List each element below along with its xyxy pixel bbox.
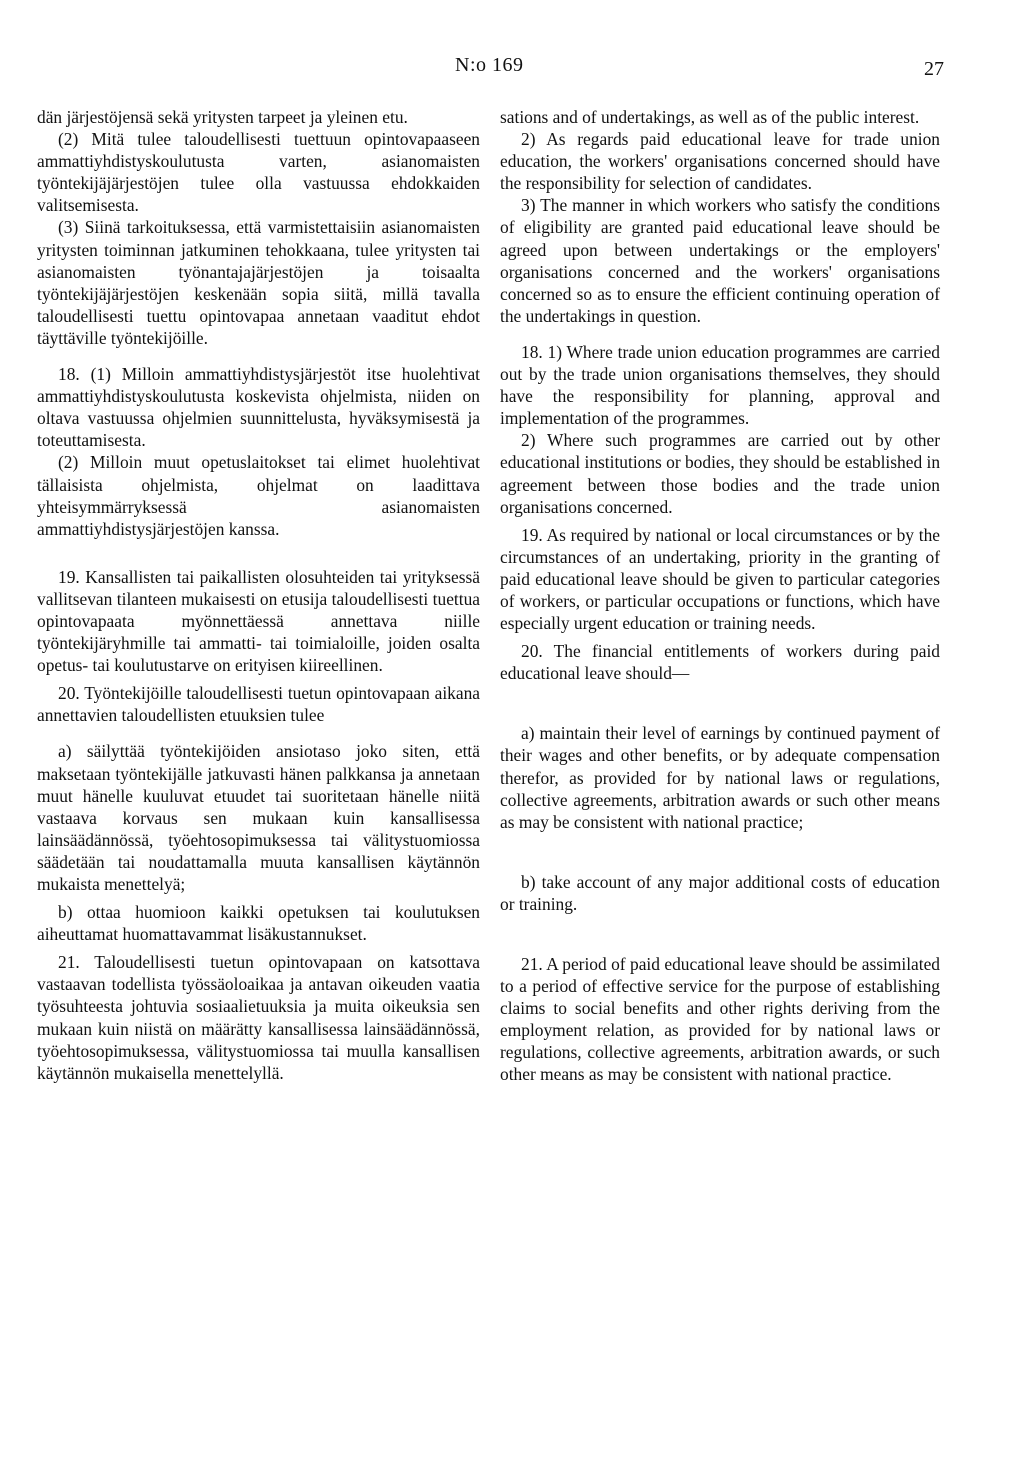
page-number: 27: [924, 58, 944, 80]
fi-paragraph-continuation: dän järjestöjensä sekä yritysten tarpeet ja yleinen etu.: [37, 107, 408, 127]
en-paragraph-17-2: 2) As regards paid educational leave for trade union education, the workers' organisations concerned should have the responsibility for selection of candidates.: [500, 129, 940, 194]
en-paragraph-17-3: 3) The manner in which workers who satisfy the conditions of eligibility are granted paid educational leave should be agreed upon between undertakings or the employers' organisations concerned and the workers' organisations concerned so as to ensure the efficient continuing operation of the undertakings in question.: [500, 195, 940, 326]
fi-paragraph-17-3: (3) Siinä tarkoituksessa, että varmistettaisiin asianomaisten yritysten toiminnan jatkuminen tehokkaana, tulee yritysten tai asianomaisten työnantajajärjestöjen ja toisaalta työntekijäjärjestöjen keskenään sopia siitä, millä tavalla taloudellisesti tuettu opintovapaa annetaan vaaditut ehdot täyttäville työntekijöille.: [37, 217, 480, 348]
en-paragraph-20: 20. The financial entitlements of workers during paid educational leave should—: [500, 641, 940, 684]
en-paragraph-21: 21. A period of paid educational leave should be assimilated to a period of effective service for the purpose of establishing claims to social benefits and other rights deriving from the employment relation, as provided for by national laws or regulations, collective agreements, arbitration awards, or such other means as may be consistent with national practice.: [500, 954, 940, 1085]
finnish-column: [37, 106, 480, 1084]
en-paragraph-18-2: 2) Where such programmes are carried out by other educational institutions or bodies, they should be established in agreement between those bodies and the trade union organisations concerned.: [500, 430, 941, 517]
document-number: N:o 169: [455, 54, 524, 76]
fi-paragraph-17-2: (2) Mitä tulee taloudellisesti tuettuun opintovapaaseen ammattiyhdistyskoulutusta varten, asianomaisten työntekijäjärjestöjen tulee olla vastuussa ehdokkaiden valitsemisesta.: [37, 129, 480, 216]
fi-paragraph-18-1: 18. (1) Milloin ammattiyhdistysjärjestöt itse huolehtivat ammattiyhdistyskoulutusta koskevista ohjelmista, niiden on oltava vastuussa ohjelmien suunnittelusta, hyväksymisestä ja toteuttamisesta.: [37, 364, 480, 451]
en-paragraph-20-b: b) take account of any major additional costs of education or training.: [500, 871, 940, 914]
en-paragraph-20-a: a) maintain their level of earnings by continued payment of their wages and other benefits, or by adequate compensation therefor, as provided for by national laws or regulations, collective agreements, arbitration awards or such other means as may be consistent with national practice;: [500, 723, 940, 832]
en-paragraph-19: 19. As required by national or local circumstances or by the circumstances of an undertaking, priority in the granting of paid educational leave should be given to particular categories of workers, or particular occupations or functions, which have especially urgent education or training needs.: [500, 524, 940, 634]
en-paragraph-continuation: sations and of undertakings, as well as of the public interest.: [500, 107, 920, 127]
fi-paragraph-20: 20. Työntekijöille taloudellisesti tuetun opintovapaan aikana annettavien taloudellisten etuuksien tulee: [37, 683, 480, 726]
english-column: [500, 106, 940, 1086]
fi-paragraph-19: 19. Kansallisten tai paikallisten olosuhteiden tai yrityksessä vallitsevan tilanteen mukaisesti on etusija taloudellisesti tuettua opintovapaata myönnettäessä annettava niille työntekijäryhmille tai ammatti- tai toimialoille, joiden osalta opetus- tai koulutustarve on erityisen kiireellinen.: [37, 566, 480, 676]
en-paragraph-18-1: 18. 1) Where trade union education programmes are carried out by the trade union organisations themselves, they should have the responsibility for planning, approval and implementation of the programmes.: [500, 341, 940, 429]
fi-paragraph-20-b: b) ottaa huomioon kaikki opetuksen tai koulutuksen aiheuttamat huomattavammat lisäkustannukset.: [37, 902, 480, 945]
fi-paragraph-21: 21. Taloudellisesti tuetun opintovapaan on katsottava vastaavan todellista työssäoloaikaa ja antavan oikeuden vaatia työsuhteesta johtuvia sosiaalietuuksia ja muita oikeuksia sen mukaan kuin niistä on määrätty kansallisessa lainsäädännössä, työehtosopimuksessa, välitystuomiossa tai muulla kansallisen käytännön mukaisella menettelyllä.: [37, 952, 480, 1083]
fi-paragraph-18-2: (2) Milloin muut opetuslaitokset tai elimet huolehtivat tällaisista ohjelmista, ohjelmat on laadittava yhteisymmärryksessä asianomaisten ammattiyhdistysjärjestöjen kanssa.: [37, 452, 480, 539]
fi-paragraph-20-a: a) säilyttää työntekijöiden ansiotaso joko siten, että maksetaan työntekijälle jatkuvasti hänen palkkansa ja annetaan muut hänelle kuuluvat etuudet tai suoritetaan hänelle niitä vastaava korvaus sen mukaan kuin kansallisessa lainsäädännössä, työehtosopimuksessa tai välitystuomiossa säädetään tai noudattamalla muuta kansallisen käytännön mukaista menettelyä;: [37, 741, 480, 894]
